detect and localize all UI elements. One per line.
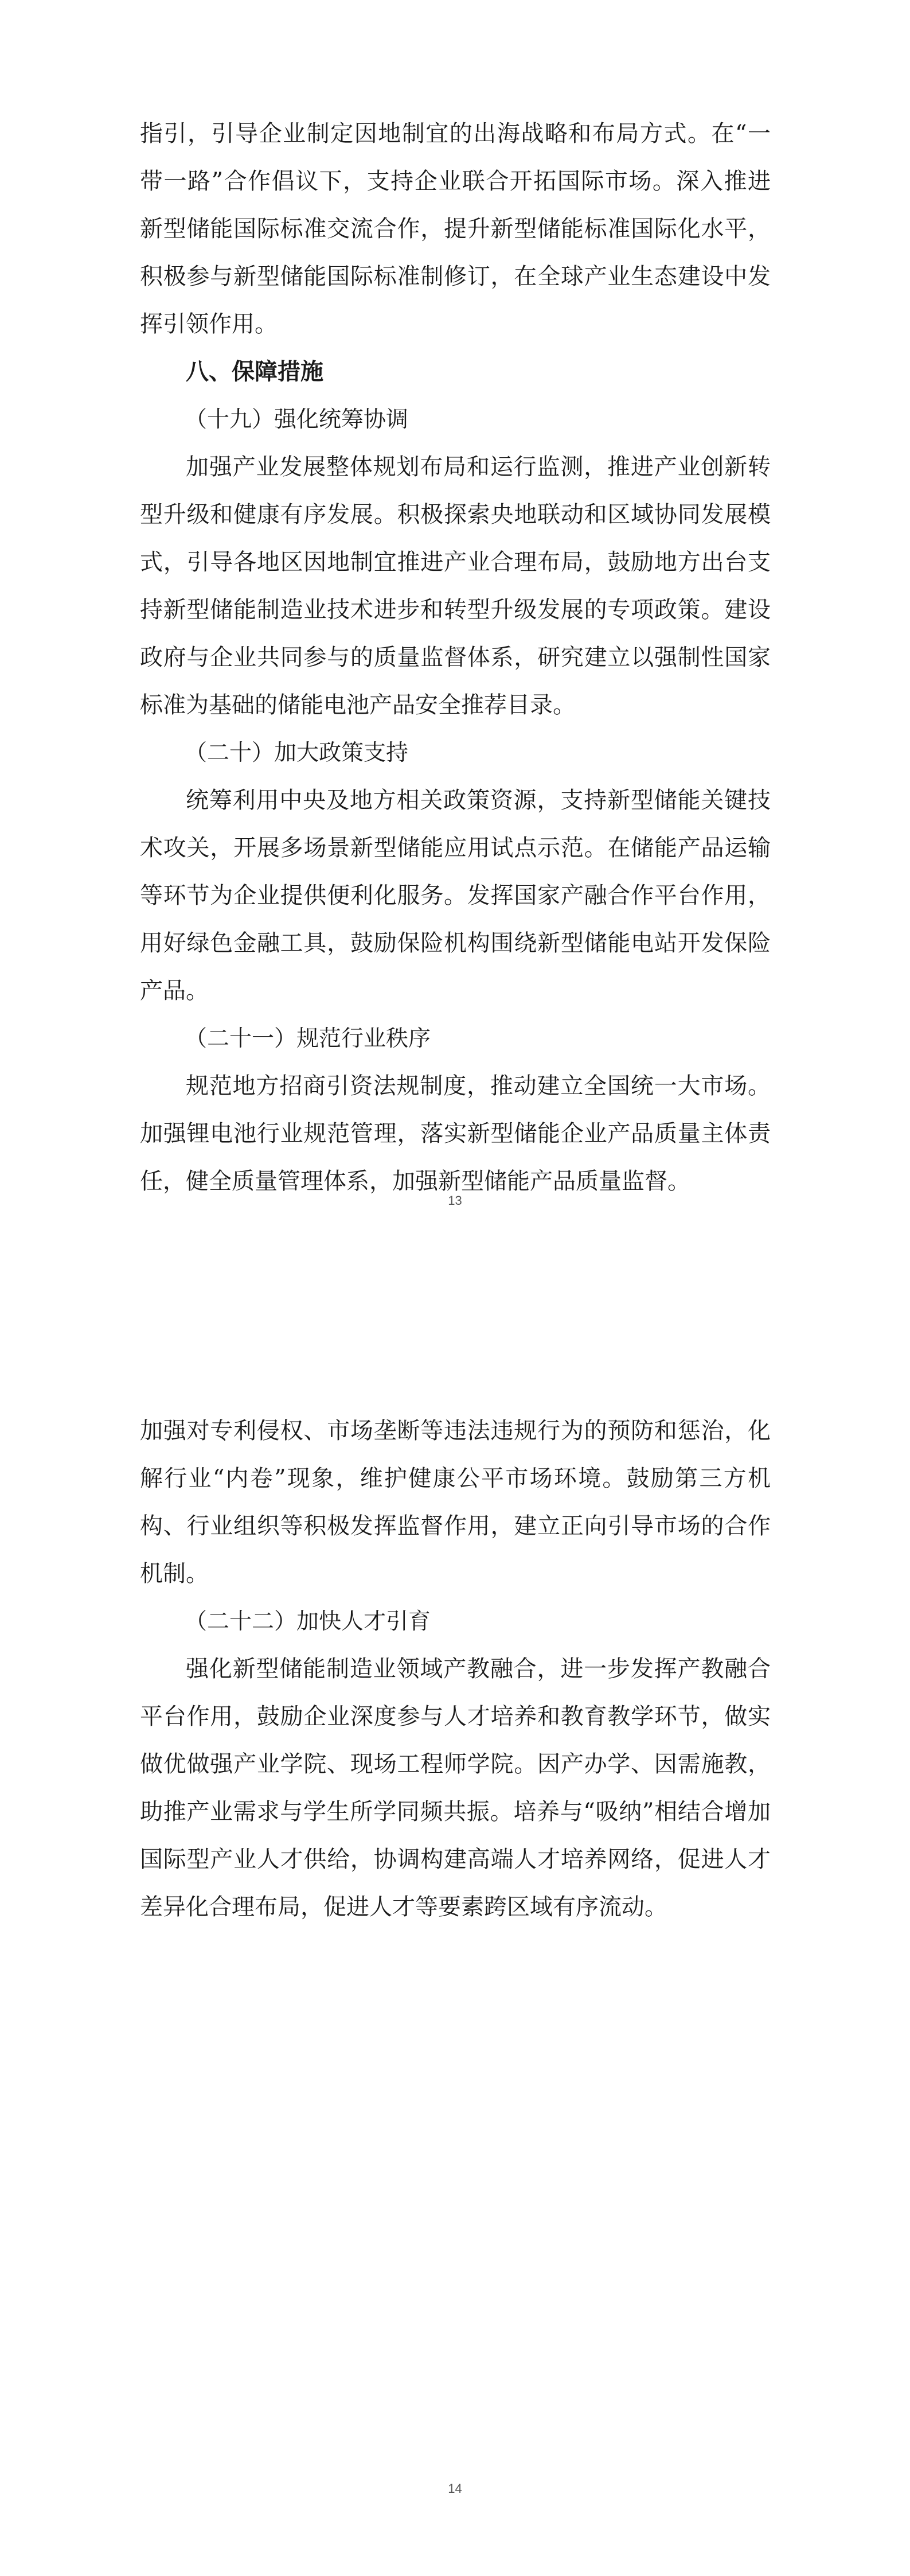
page-number: 14 bbox=[448, 2481, 462, 2496]
page-13-body bbox=[140, 110, 771, 1205]
subheading-21: （二十一）规范行业秩序 bbox=[185, 1026, 431, 1052]
page-number: 13 bbox=[448, 1193, 462, 1208]
paragraph-19: 加强产业发展整体规划布局和运行监测，推进产业创新转型升级和健康有序发展。积极探索央地联动和区域协同发展模式，引导各地区因地制宜推进产业合理布局，鼓励地方出台支持新型储能制造业技术进步和转型升级发展的专项政策。建设政府与企业共同参与的质量监督体系，研究建立以强制性国家标准为基础的储能电池产品安全推荐目录。 bbox=[140, 454, 771, 718]
paragraph-21-continued: 加强对专利侵权、市场垄断等违法违规行为的预防和惩治，化解行业“内卷”现象，维护健康公平市场环境。鼓励第三方机构、行业组织等积极发挥监督作用，建立正向引导市场的合作机制。 bbox=[140, 1418, 771, 1587]
page-14-body bbox=[140, 1407, 771, 1931]
subheading-20: （二十）加大政策支持 bbox=[185, 740, 409, 766]
document-page-14 bbox=[0, 1288, 910, 2576]
section-heading-safeguards: 八、保障措施 bbox=[186, 359, 323, 385]
paragraph-intro-continued: 指引，引导企业制定因地制宜的出海战略和布局方式。在“一带一路”合作倡议下，支持企业联合开拓国际市场。深入推进新型储能国际标准交流合作，提升新型储能标准国际化水平，积极参与新型储能国际标准制修订，在全球产业生态建设中发挥引领作用。 bbox=[140, 120, 771, 337]
paragraph-22: 强化新型储能制造业领域产教融合，进一步发挥产教融合平台作用，鼓励企业深度参与人才培养和教育教学环节，做实做优做强产业学院、现场工程师学院。因产办学、因需施教，助推产业需求与学生所学同频共振。培养与“吸纳”相结合增加国际型产业人才供给，协调构建高端人才培养网络，促进人才差异化合理布局，促进人才等要素跨区域有序流动。 bbox=[140, 1656, 771, 1920]
subheading-22: （二十二）加快人才引育 bbox=[185, 1609, 431, 1635]
subheading-19: （十九）强化统筹协调 bbox=[185, 407, 409, 433]
paragraph-21: 规范地方招商引资法规制度，推动建立全国统一大市场。加强锂电池行业规范管理，落实新型储能企业产品质量主体责任，健全质量管理体系，加强新型储能产品质量监督。 bbox=[140, 1073, 771, 1194]
paragraph-20: 统筹利用中央及地方相关政策资源，支持新型储能关键技术攻关，开展多场景新型储能应用试点示范。在储能产品运输等环节为企业提供便利化服务。发挥国家产融合作平台作用，用好绿色金融工具，鼓励保险机构围绕新型储能电站开发保险产品。 bbox=[140, 787, 771, 1004]
